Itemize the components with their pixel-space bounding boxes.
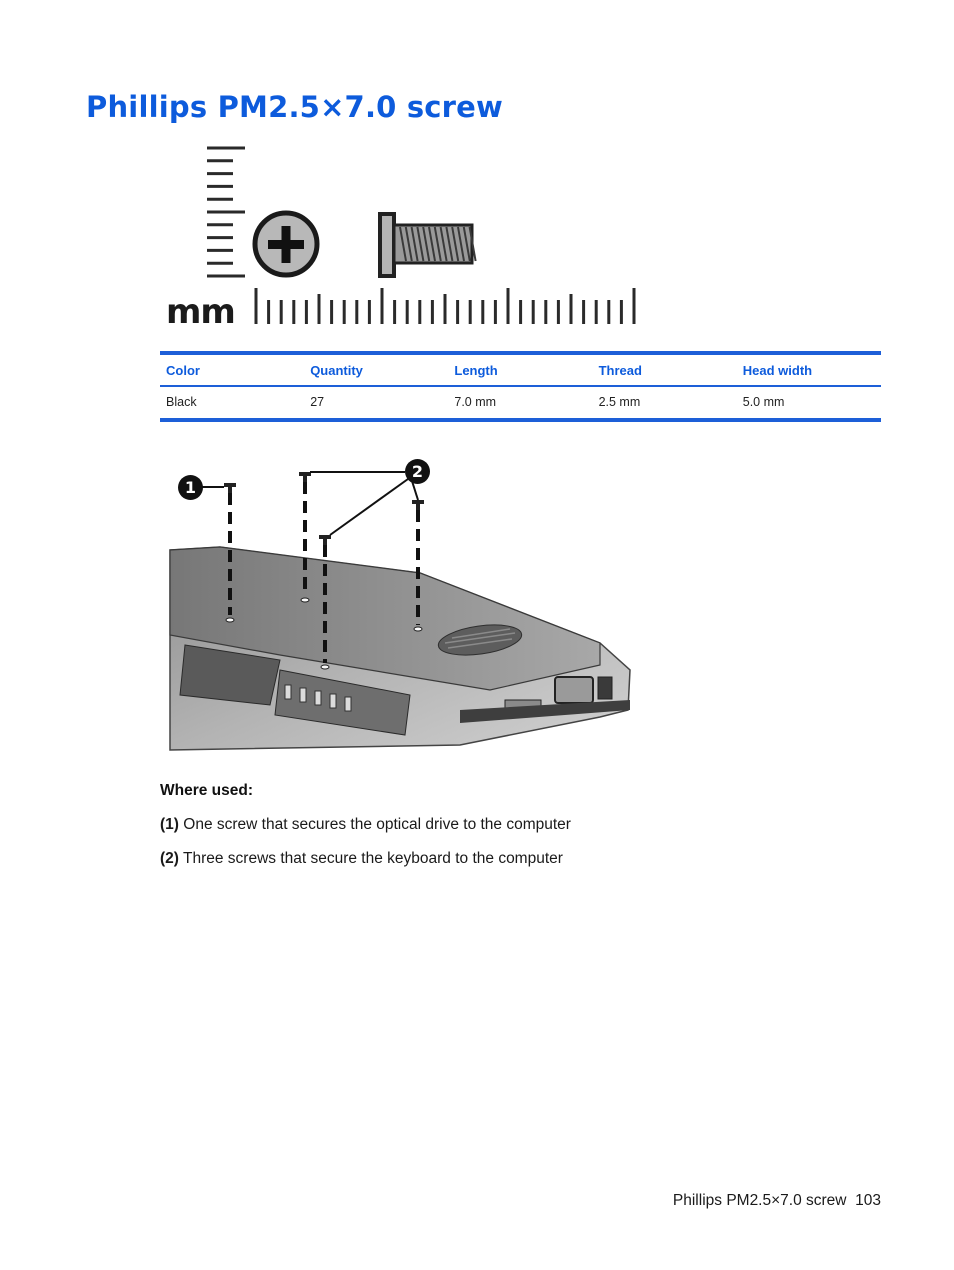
footer-label: Phillips PM2.5×7.0 screw: [672, 1192, 847, 1209]
callout-1-badge: [178, 475, 203, 500]
cell-color: Black: [160, 386, 304, 420]
screw-location-diagram: [160, 455, 640, 760]
callout-2-label: 2: [411, 462, 424, 481]
cell-head-width: 5.0 mm: [737, 386, 881, 420]
col-header-head-width: Head width: [737, 353, 881, 386]
screw-spec-table: [160, 351, 881, 422]
horizontal-ruler: [256, 288, 634, 324]
screw-scale-figure: [160, 140, 650, 340]
mm-unit-label: mm: [166, 292, 235, 332]
usage-item: [160, 850, 563, 868]
callout-2-badge: [405, 459, 430, 484]
page-footer: [673, 1192, 881, 1210]
screw-side-icon: [380, 214, 476, 276]
phillips-head-icon: [255, 213, 317, 275]
usage-item-number: (2): [160, 850, 179, 867]
table-header-row: [160, 353, 881, 386]
page-title: Phillips PM2.5×7.0 screw: [86, 90, 504, 124]
col-header-thread: Thread: [593, 353, 737, 386]
page-number: 103: [855, 1192, 881, 1209]
usage-item: [160, 816, 571, 834]
cell-quantity: 27: [304, 386, 448, 420]
where-used-heading: Where used:: [160, 782, 254, 799]
col-header-length: Length: [448, 353, 592, 386]
usage-item-number: (1): [160, 816, 179, 833]
cell-thread: 2.5 mm: [593, 386, 737, 420]
usage-item-text: Three screws that secure the keyboard to the computer: [182, 850, 563, 867]
cell-length: 7.0 mm: [448, 386, 592, 420]
col-header-color: Color: [160, 353, 304, 386]
vertical-ruler: [207, 148, 245, 276]
usage-item-text: One screw that secures the optical drive to the computer: [183, 816, 571, 833]
computer-base-illustration: [160, 455, 640, 760]
callout-1-label: 1: [184, 478, 197, 497]
col-header-quantity: Quantity: [304, 353, 448, 386]
table-row: [160, 386, 881, 420]
